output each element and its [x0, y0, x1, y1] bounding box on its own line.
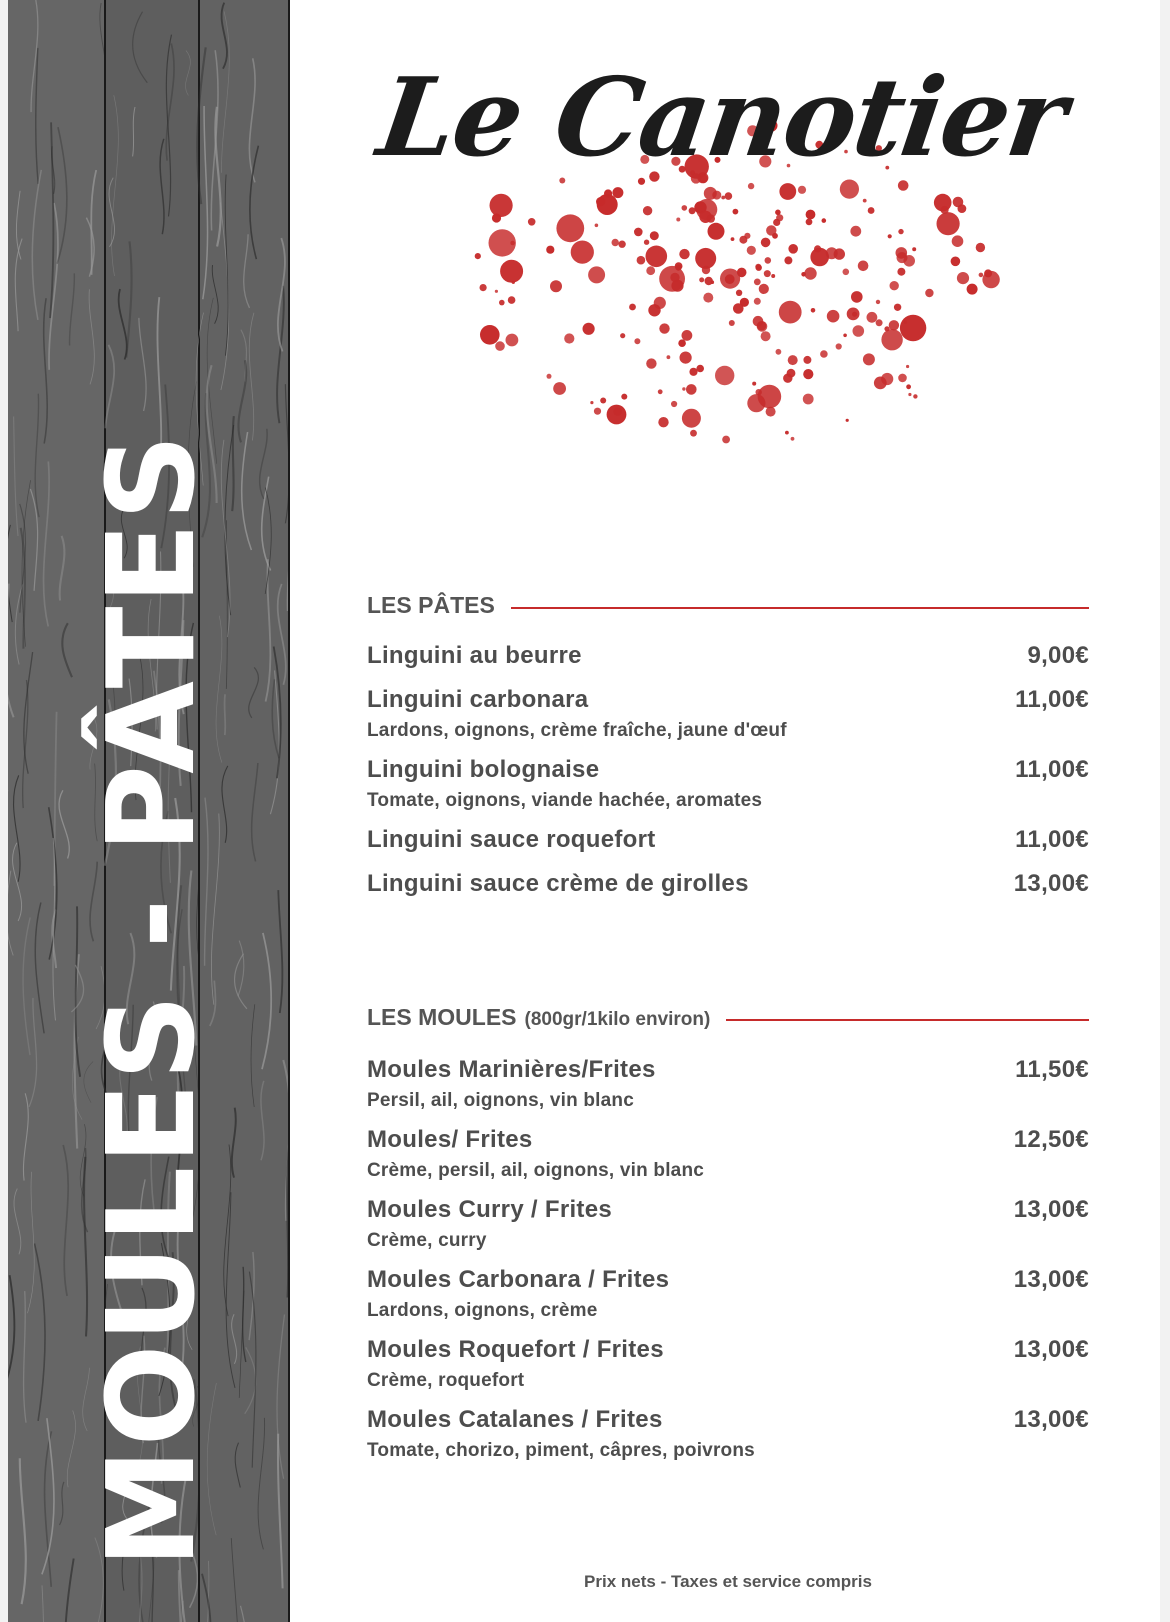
menu-item — [367, 686, 1089, 742]
restaurant-logo — [370, 30, 1090, 510]
menu-item-price: 13,00€ — [1013, 1196, 1089, 1223]
wood-side-panel — [8, 0, 290, 1622]
menu-item — [367, 642, 1089, 670]
menu-item-name: Linguini au beurre — [367, 642, 582, 669]
menu-item-row — [367, 1266, 1089, 1294]
menu-item-description: Lardons, oignons, crème — [367, 1300, 598, 1321]
menu-item-price: 13,00€ — [1013, 870, 1089, 897]
menu-item-name: Moules Catalanes / Frites — [367, 1406, 663, 1433]
menu-item-row — [367, 686, 1089, 714]
menu-item-name: Linguini sauce crème de girolles — [367, 870, 749, 897]
menu-item-description: Crème, persil, ail, oignons, vin blanc — [367, 1160, 705, 1181]
menu-item-name: Moules/ Frites — [367, 1126, 533, 1153]
section-divider — [726, 1019, 1089, 1021]
menu-item-description: Tomate, oignons, viande hachée, aromates — [367, 790, 763, 811]
menu-item-row — [367, 1126, 1089, 1154]
menu-item — [367, 756, 1089, 812]
menu-item — [367, 1336, 1089, 1392]
side-title: MOULES - PÂTES — [83, 432, 222, 1568]
menu-item — [367, 1406, 1089, 1462]
section-header — [367, 1004, 1089, 1036]
menu-item-row — [367, 1406, 1089, 1434]
menu-item-row — [367, 1056, 1089, 1084]
menu-item — [367, 1126, 1089, 1182]
menu-item-price: 13,00€ — [1013, 1406, 1089, 1433]
menu-item-name: Linguini carbonara — [367, 686, 589, 713]
menu-item-name: Linguini bolognaise — [367, 756, 600, 783]
menu-item-price: 11,00€ — [1015, 686, 1089, 713]
section-title: LES PÂTES — [367, 592, 495, 618]
menu-item-row — [367, 1196, 1089, 1224]
menu-item-description: Lardons, oignons, crème fraîche, jaune d'œuf — [367, 720, 787, 741]
restaurant-name: Le Canotier — [371, 55, 1073, 181]
menu-item-description: Crème, curry — [367, 1230, 487, 1251]
menu-item-price: 11,00€ — [1015, 756, 1089, 783]
section-divider — [511, 607, 1089, 609]
menu-item-price: 11,00€ — [1015, 826, 1089, 853]
menu-item-description: Tomate, chorizo, piment, câpres, poivrons — [367, 1440, 755, 1461]
section-moules — [367, 1004, 1089, 1462]
menu-item-name: Moules Roquefort / Frites — [367, 1336, 664, 1363]
footer-note: Prix nets - Taxes et service compris — [584, 1572, 872, 1591]
menu-item-row — [367, 1336, 1089, 1364]
menu-item-row — [367, 642, 1089, 670]
menu-item-price: 12,50€ — [1013, 1126, 1089, 1153]
menu-item-row — [367, 756, 1089, 784]
section-header — [367, 592, 1089, 624]
menu-item-name: Moules Marinières/Frites — [367, 1056, 656, 1083]
menu-item — [367, 1196, 1089, 1252]
menu-item-description: Persil, ail, oignons, vin blanc — [367, 1090, 634, 1111]
menu-item-row — [367, 826, 1089, 854]
menu-item — [367, 870, 1089, 898]
menu-item — [367, 1056, 1089, 1112]
section-pates — [367, 592, 1089, 898]
menu-item — [367, 826, 1089, 854]
menu-item — [367, 1266, 1089, 1322]
menu-item-price: 13,00€ — [1013, 1266, 1089, 1293]
section-title: LES MOULES — [367, 1004, 517, 1030]
menu-item-name: Linguini sauce roquefort — [367, 826, 656, 853]
menu-item-description: Crème, roquefort — [367, 1370, 525, 1391]
menu-item-name: Moules Curry / Frites — [367, 1196, 613, 1223]
menu-item-price: 9,00€ — [1027, 642, 1089, 669]
menu-item-price: 11,50€ — [1015, 1056, 1089, 1083]
section-note: (800gr/1kilo environ) — [524, 1009, 711, 1030]
menu-item-price: 13,00€ — [1013, 1336, 1089, 1363]
menu-item-name: Moules Carbonara / Frites — [367, 1266, 670, 1293]
menu-item-row — [367, 870, 1089, 898]
